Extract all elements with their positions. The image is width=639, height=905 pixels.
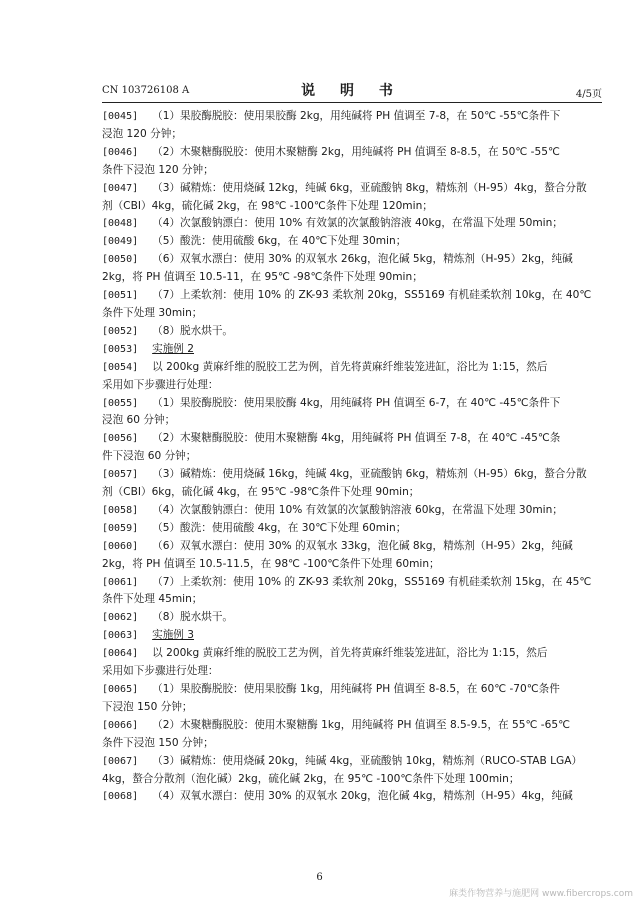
page-number: 6: [316, 872, 323, 883]
paragraph-text: （6）双氧水漂白：使用 30% 的双氧水 33kg，泡化碱 8kg，精炼剂（H-95）2kg，纯碱: [152, 539, 573, 552]
paragraph-text: 实施例 3: [152, 629, 195, 642]
paragraph-text: （8）脱水烘干。: [152, 611, 234, 624]
paragraph-text: （5）酸洗：使用硫酸 4kg，在 30℃下处理 60min；: [152, 521, 407, 534]
paragraph: [102, 574, 604, 610]
document-body: [102, 108, 604, 806]
paragraph: [102, 180, 604, 216]
paragraph-text: （4）次氯酸钠漂白：使用 10% 有效氯的次氯酸钠溶液 40kg，在常温下处理 50min；: [152, 217, 563, 230]
paragraph: [102, 502, 604, 520]
paragraph-text: （7）上柔软剂：使用 10% 的 ZK-93 柔软剂 20kg，SS5169 有机硅柔软剂 10kg，在 40℃: [152, 289, 592, 302]
paragraph-number: [0055]: [102, 397, 139, 409]
paragraph-text: （7）上柔软剂：使用 10% 的 ZK-93 柔软剂 20kg，SS5169 有机硅柔软剂 15kg，在 45℃: [152, 575, 592, 588]
paragraph-number: [0056]: [102, 433, 139, 445]
paragraph: [102, 233, 604, 251]
paragraph-text: （1）果胶酶脱胶：使用果胶酶 2kg，用纯碱将 PH 值调至 7-8，在 50℃ -55℃条件下: [152, 110, 561, 122]
paragraph-text: （2）木聚糖酶脱胶：使用木聚糖酶 1kg，用纯碱将 PH 值调至 8.5-9.5，在 55℃ -65℃: [152, 718, 570, 731]
paragraph: [102, 609, 604, 627]
paragraph-text: （3）碱精炼：使用烧碱 12kg，纯碱 6kg，亚硫酸钠 8kg，精炼剂（H-95）4kg，螯合分散: [152, 181, 587, 194]
paragraph-text-continued: 浸泡 60 分钟；: [102, 414, 176, 427]
paragraph-text-continued: 剂（CBI）6kg，硫化碱 4kg，在 95℃ -98℃条件下处理 90min；: [102, 486, 420, 499]
paragraph-text-continued: 4kg，螯合分散剂（泡化碱）2kg，硫化碱 2kg，在 95℃ -100℃条件下处理 100min；: [102, 772, 520, 785]
paragraph-number: [0054]: [102, 361, 139, 373]
paragraph: [102, 323, 604, 341]
paragraph-text-continued: 剂（CBI）4kg，硫化碱 2kg，在 98℃ -100℃条件下处理 120min；: [102, 199, 433, 212]
paragraph-text: （2）木聚糖酶脱胶：使用木聚糖酶 4kg，用纯碱将 PH 值调至 7-8，在 40℃ -45℃条: [152, 432, 561, 445]
paragraph-text: （1）果胶酶脱胶：使用果胶酶 4kg，用纯碱将 PH 值调至 6-7，在 40℃ -45℃条件下: [152, 396, 561, 409]
paragraph-number: [0064]: [102, 648, 139, 660]
paragraph-text: 以 200kg 黄麻纤维的脱胶工艺为例，首先将黄麻纤维装笼进缸，浴比为 1:15，然后: [152, 647, 548, 660]
paragraph-number: [0068]: [102, 791, 139, 803]
paragraph-text-continued: 2kg，将 PH 值调至 10.5-11.5，在 98℃ -100℃条件下处理 60min；: [102, 557, 440, 570]
paragraph: [102, 538, 604, 574]
paragraph: [102, 627, 604, 645]
paragraph: [102, 341, 604, 359]
paragraph-number: [0061]: [102, 576, 139, 588]
paragraph: [102, 645, 604, 681]
paragraph: [102, 395, 604, 431]
paragraph-number: [0049]: [102, 236, 139, 248]
paragraph-text-continued: 条件下处理 30min；: [102, 306, 203, 319]
paragraph-text: 以 200kg 黄麻纤维的脱胶工艺为例，首先将黄麻纤维装笼进缸，浴比为 1:15，然后: [152, 360, 548, 373]
paragraph-text: （4）双氧水漂白：使用 30% 的双氧水 20kg，泡化碱 4kg，精炼剂（H-95）4kg，纯碱: [152, 790, 573, 803]
paragraph-text-continued: 条件下浸泡 150 分钟；: [102, 736, 214, 749]
paragraph: [102, 788, 604, 806]
paragraph-text: （3）碱精炼：使用烧碱 16kg，纯碱 4kg，亚硫酸钠 6kg，精炼剂（H-95）6kg，螯合分散: [152, 468, 587, 481]
paragraph: [102, 108, 604, 144]
paragraph-number: [0066]: [102, 719, 139, 731]
paragraph-number: [0060]: [102, 540, 139, 552]
document-title: 说 明 书: [301, 83, 403, 99]
paragraph-number: [0045]: [102, 111, 139, 122]
paragraph-text: （2）木聚糖酶脱胶：使用木聚糖酶 2kg，用纯碱将 PH 值调至 8-8.5，在 50℃ -55℃: [152, 145, 560, 158]
patent-number: CN 103726108 A: [102, 85, 190, 96]
paragraph-text-continued: 采用如下步骤进行处理：: [102, 378, 219, 391]
paragraph-text-continued: 2kg，将 PH 值调至 10.5-11，在 95℃ -98℃条件下处理 90min；: [102, 271, 423, 284]
paragraph-text: （1）果胶酶脱胶：使用果胶酶 1kg，用纯碱将 PH 值调至 8-8.5，在 60℃ -70℃条件: [152, 683, 560, 695]
paragraph-number: [0048]: [102, 218, 139, 230]
paragraph: [102, 215, 604, 233]
paragraph-number: [0053]: [102, 343, 139, 355]
paragraph: [102, 251, 604, 287]
paragraph-text: （8）脱水烘干。: [152, 324, 234, 337]
paragraph-text: 实施例 2: [152, 342, 195, 355]
paragraph-number: [0051]: [102, 290, 139, 302]
paragraph-number: [0052]: [102, 325, 139, 337]
paragraph-number: [0059]: [102, 522, 139, 534]
paragraph: [102, 359, 604, 395]
paragraph: [102, 144, 604, 180]
paragraph: [102, 717, 604, 753]
paragraph-text-continued: 浸泡 120 分钟；: [102, 127, 182, 140]
paragraph-text: （6）双氧水漂白：使用 30% 的双氧水 26kg，泡化碱 5kg，精炼剂（H-95）2kg，纯碱: [152, 253, 573, 266]
paragraph-number: [0067]: [102, 755, 139, 767]
paragraph-number: [0062]: [102, 612, 139, 624]
watermark-text: 麻类作物营养与施肥网 www.fibercrops.com: [449, 889, 633, 899]
paragraph-number: [0058]: [102, 504, 139, 516]
paragraph-number: [0057]: [102, 469, 139, 481]
paragraph-number: [0046]: [102, 146, 139, 158]
paragraph-text: （5）酸洗：使用硫酸 6kg，在 40℃下处理 30min；: [152, 235, 407, 248]
paragraph-number: [0065]: [102, 684, 139, 695]
paragraph-number: [0050]: [102, 254, 139, 266]
paragraph-text-continued: 下浸泡 150 分钟；: [102, 700, 193, 713]
paragraph-text-continued: 件下浸泡 60 分钟；: [102, 450, 197, 463]
paragraph-text-continued: 采用如下步骤进行处理：: [102, 665, 219, 678]
paragraph-text-continued: 条件下处理 45min；: [102, 593, 203, 606]
page-header: [102, 82, 602, 103]
paragraph-text: （4）次氯酸钠漂白：使用 10% 有效氯的次氯酸钠溶液 60kg，在常温下处理 30min；: [152, 503, 563, 516]
paragraph: [102, 681, 604, 717]
paragraph: [102, 753, 604, 789]
paragraph-number: [0047]: [102, 182, 139, 194]
page-reference: 4/5页: [575, 89, 602, 100]
paragraph: [102, 430, 604, 466]
paragraph-number: [0063]: [102, 630, 139, 642]
paragraph-text: （3）碱精炼：使用烧碱 20kg，纯碱 4kg，亚硫酸钠 10kg，精炼剂（RUCO-STAB LGA）: [152, 754, 583, 767]
paragraph: [102, 466, 604, 502]
paragraph-text-continued: 条件下浸泡 120 分钟；: [102, 163, 214, 176]
paragraph: [102, 520, 604, 538]
paragraph: [102, 287, 604, 323]
